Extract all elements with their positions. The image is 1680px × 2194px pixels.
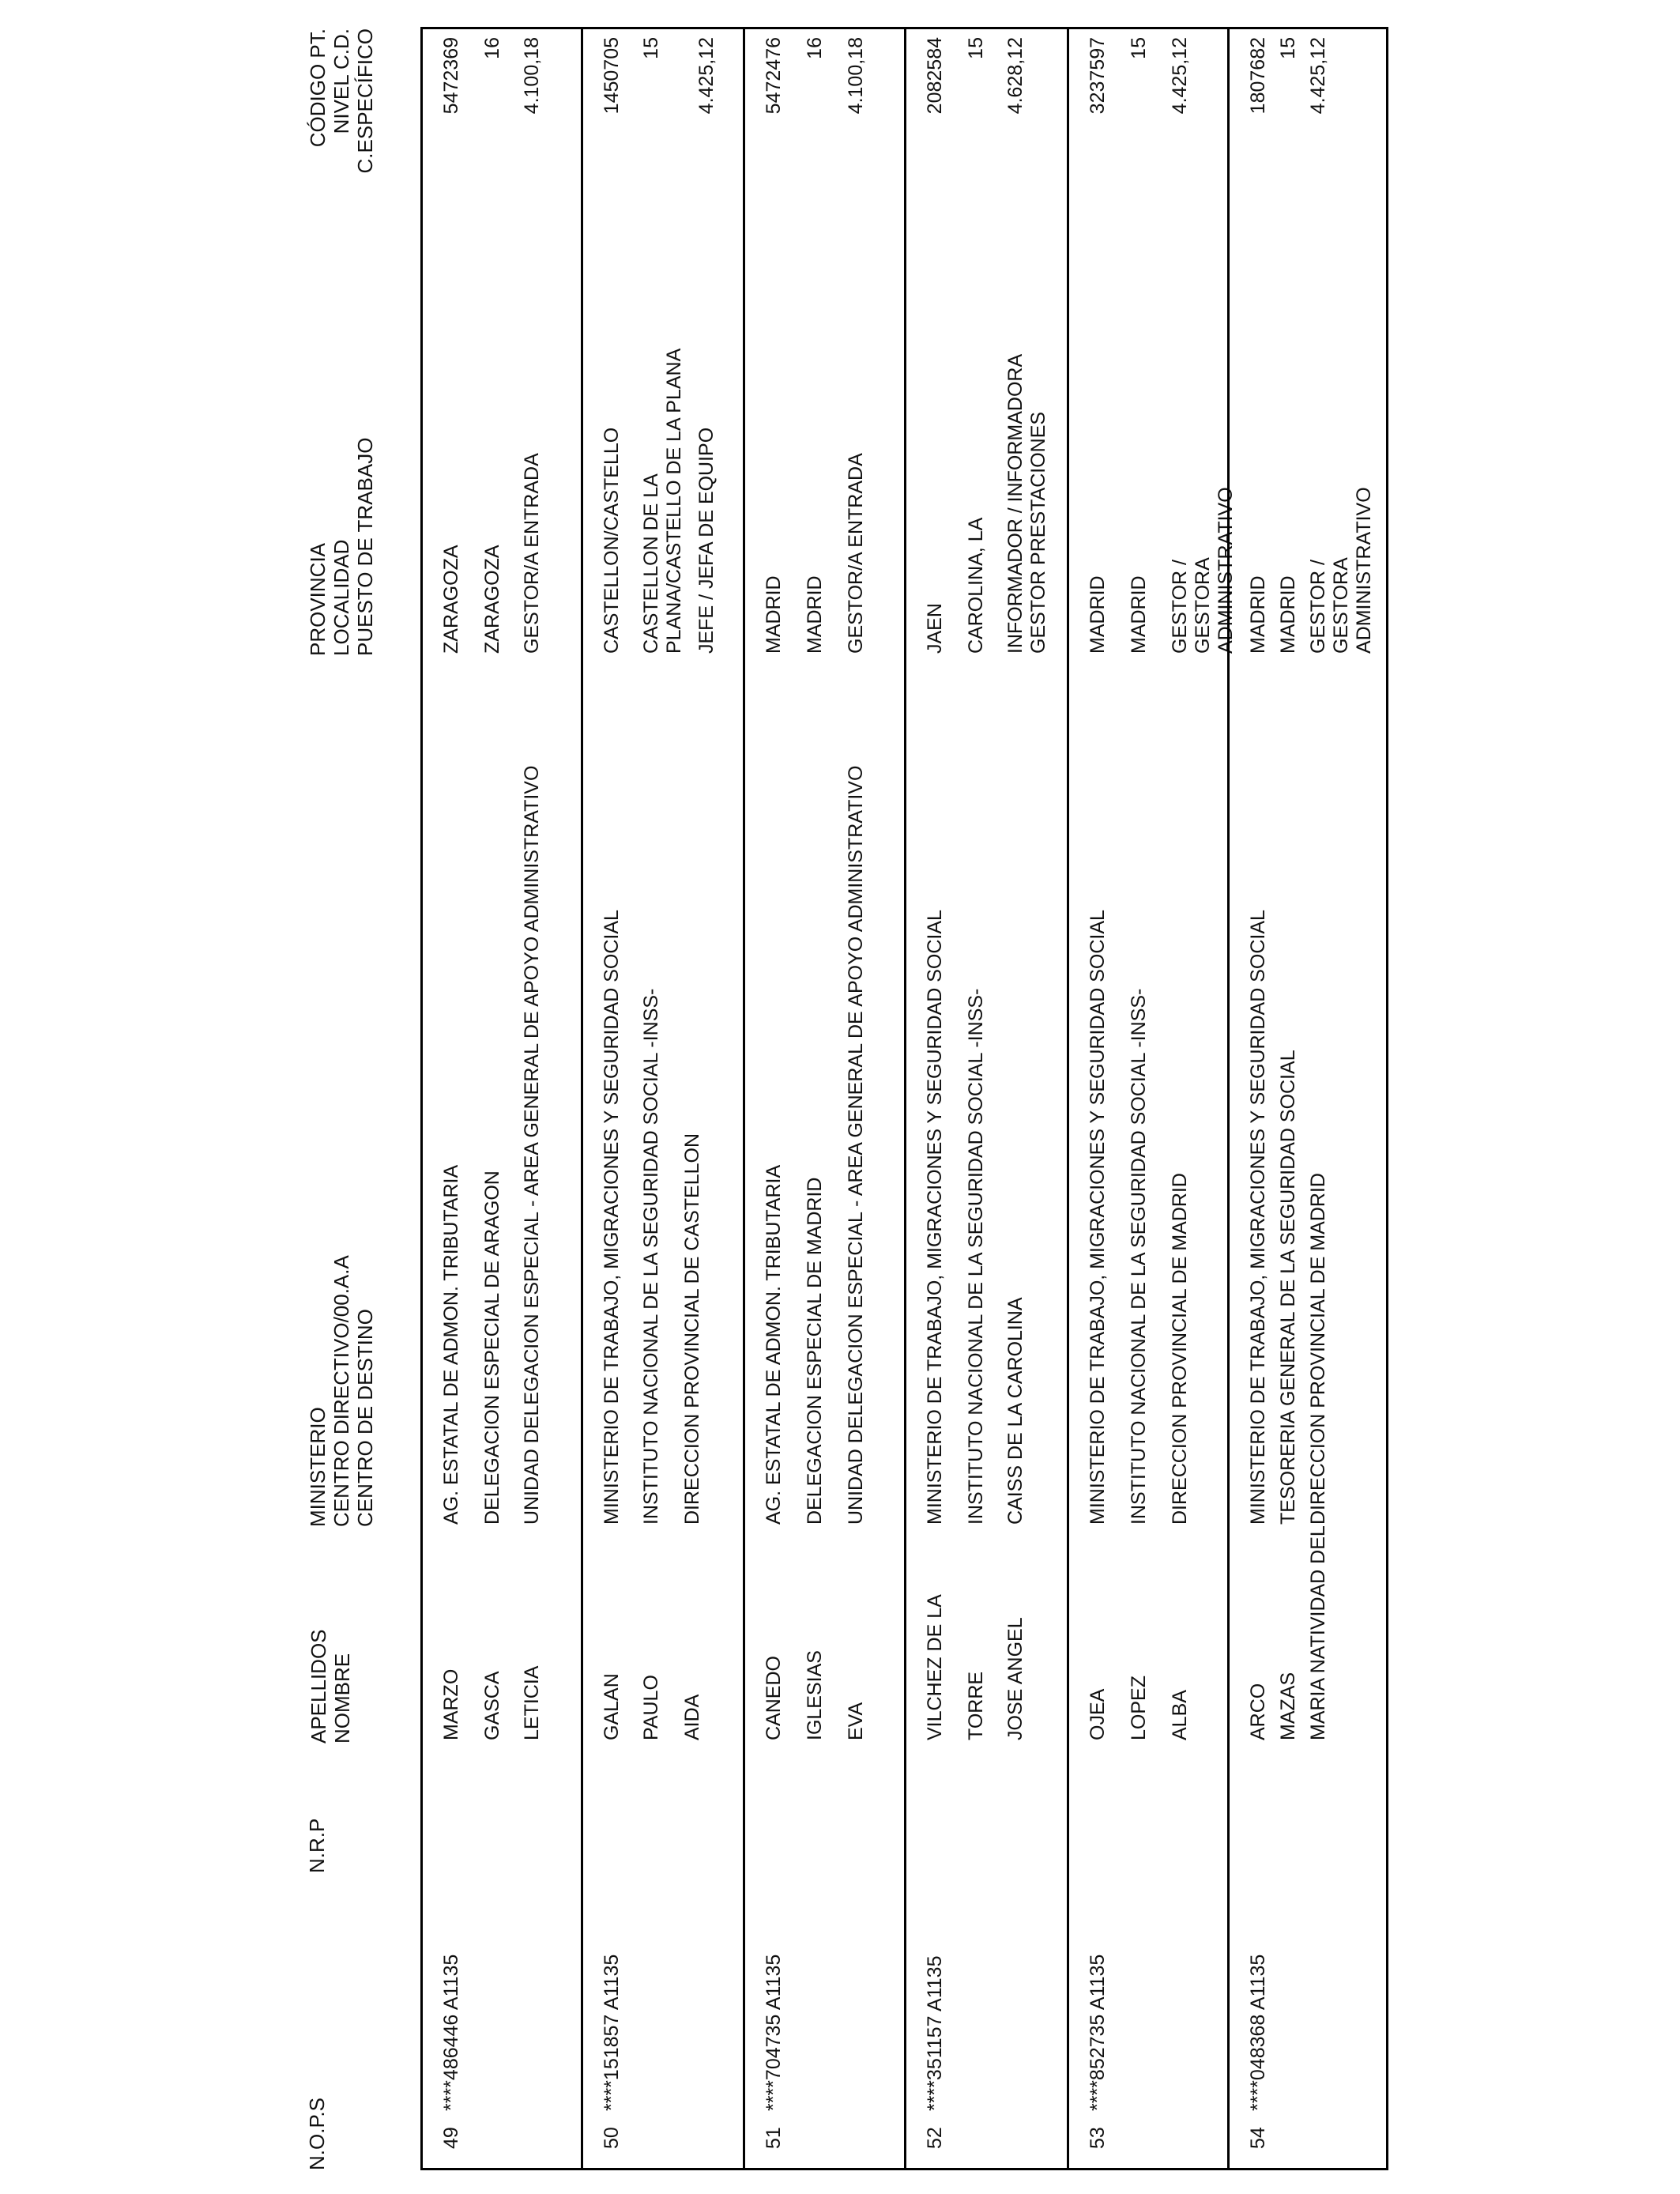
locality: CAROLINA, LA [965, 517, 987, 654]
nops-cell: 51 [763, 2127, 785, 2149]
surname-2: MAZAS [1277, 1672, 1299, 1740]
surname-1: GALAN [601, 1673, 623, 1740]
given-name: AIDA [681, 1694, 703, 1740]
directive-center: DELEGACION ESPECIAL DE ARAGON [481, 1171, 503, 1525]
job-position: GESTOR/A ENTRADA [521, 453, 543, 654]
nrp-cell: ****151857 A1135 [601, 1954, 623, 2111]
cd-level: 15 [1277, 37, 1299, 59]
header-codigo-2: NIVEL C.D. [330, 28, 353, 134]
header-apellidos-2: NOMBRE [330, 1653, 354, 1744]
cd-level: 15 [965, 37, 987, 59]
job-code: 5472369 [440, 37, 462, 115]
destination-center: UNIDAD DELEGACION ESPECIAL - AREA GENERAL DE APOYO ADMINISTRATIVO [845, 765, 867, 1525]
surname-1: VILCHEZ DE LA [924, 1594, 946, 1740]
header-provincia-1: PROVINCIA [306, 542, 330, 656]
header-provincia [306, 438, 377, 656]
province: JAEN [924, 603, 946, 654]
job-position: GESTOR / GESTORA ADMINISTRATIVO [1307, 487, 1375, 654]
nrp-cell: ****486446 A1135 [440, 1954, 462, 2111]
table-row [423, 29, 581, 2168]
nrp-cell: ****852735 A1135 [1087, 1954, 1109, 2111]
table-row [1227, 29, 1385, 2168]
directive-center: TESORERIA GENERAL DE LA SEGURIDAD SOCIAL [1277, 1050, 1299, 1525]
records-table [420, 27, 1388, 2170]
header-nrp: N.R.P [305, 1818, 329, 1873]
nops-cell: 50 [601, 2127, 623, 2149]
job-code: 2082584 [924, 37, 946, 115]
destination-center: DIRECCION PROVINCIAL DE MADRID [1307, 1173, 1329, 1525]
surname-1: OJEA [1087, 1688, 1109, 1740]
nrp-cell: ****048368 A1135 [1247, 1954, 1269, 2111]
given-name: EVA [845, 1702, 867, 1740]
header-provincia-3: PUESTO DE TRABAJO [353, 437, 377, 656]
given-name: JOSE ANGEL [1004, 1617, 1026, 1740]
header-apellidos-1: APELLIDOS [307, 1629, 330, 1744]
nops-cell: 49 [440, 2127, 462, 2149]
table-row [1067, 29, 1237, 2168]
locality: CASTELLON DE LA PLANA/CASTELLO DE LA PLANA [640, 348, 685, 654]
directive-center: INSTITUTO NACIONAL DE LA SEGURIDAD SOCIAL -INSS- [965, 988, 987, 1525]
table-row [581, 29, 743, 2168]
surname-2: TORRE [965, 1671, 987, 1740]
province: MADRID [1247, 575, 1269, 654]
cd-level: 15 [640, 37, 662, 59]
nops-cell: 54 [1247, 2127, 1269, 2149]
surname-1: CANEDO [763, 1656, 785, 1740]
specific-supplement: 4.425,12 [695, 37, 718, 115]
ministry: MINISTERIO DE TRABAJO, MIGRACIONES Y SEGURIDAD SOCIAL [1247, 910, 1269, 1525]
locality: MADRID [1128, 575, 1150, 654]
ministry: MINISTERIO DE TRABAJO, MIGRACIONES Y SEGURIDAD SOCIAL [1087, 910, 1109, 1525]
surname-1: MARZO [440, 1668, 462, 1740]
directive-center: DELEGACION ESPECIAL DE MADRID [804, 1177, 826, 1525]
destination-center: CAISS DE LA CAROLINA [1004, 1297, 1026, 1525]
header-codigo-1: CÓDIGO PT. [306, 28, 330, 148]
surname-2: IGLESIAS [804, 1650, 826, 1740]
cd-level: 16 [481, 37, 503, 59]
surname-1: ARCO [1247, 1683, 1269, 1740]
header-codigo [306, 28, 377, 234]
province: MADRID [1087, 575, 1109, 654]
job-position: GESTOR / GESTORA ADMINISTRATIVO [1169, 487, 1237, 654]
job-position: GESTOR/A ENTRADA [845, 453, 867, 654]
table-row [904, 29, 1067, 2168]
directive-center: INSTITUTO NACIONAL DE LA SEGURIDAD SOCIAL -INSS- [640, 988, 662, 1525]
given-name: LETICIA [521, 1665, 543, 1740]
header-apellidos [307, 1629, 354, 1744]
header-ministerio-1: MINISTERIO [306, 1407, 330, 1527]
locality: ZARAGOZA [481, 545, 503, 654]
surname-2: PAULO [640, 1675, 662, 1740]
specific-supplement: 4.425,12 [1307, 37, 1329, 115]
province: MADRID [763, 575, 785, 654]
job-position: JEFE / JEFA DE EQUIPO [695, 427, 718, 654]
job-code: 1807682 [1247, 37, 1269, 115]
directive-center: INSTITUTO NACIONAL DE LA SEGURIDAD SOCIAL -INSS- [1128, 988, 1150, 1525]
surname-2: GASCA [481, 1671, 503, 1740]
specific-supplement: 4.100,18 [845, 37, 867, 115]
specific-supplement: 4.628,12 [1004, 37, 1026, 115]
header-ministerio [306, 1255, 377, 1527]
ministry: AG. ESTATAL DE ADMON. TRIBUTARIA [440, 1164, 462, 1525]
ministry: MINISTERIO DE TRABAJO, MIGRACIONES Y SEGURIDAD SOCIAL [601, 910, 623, 1525]
cd-level: 16 [804, 37, 826, 59]
given-name: MARIA NATIVIDAD DEL [1307, 1525, 1329, 1740]
job-code: 1450705 [601, 37, 623, 115]
province: CASTELLON/CASTELLO [601, 427, 623, 654]
destination-center: UNIDAD DELEGACION ESPECIAL - AREA GENERAL DE APOYO ADMINISTRATIVO [521, 765, 543, 1525]
given-name: ALBA [1169, 1690, 1191, 1740]
header-provincia-2: LOCALIDAD [330, 539, 353, 656]
locality: MADRID [1277, 575, 1299, 654]
destination-center: DIRECCION PROVINCIAL DE MADRID [1169, 1173, 1191, 1525]
nops-cell: 52 [924, 2127, 946, 2149]
header-ministerio-2: CENTRO DIRECTIVO/00.A.A [330, 1255, 353, 1527]
job-code: 5472476 [763, 37, 785, 115]
cd-level: 15 [1128, 37, 1150, 59]
header-nops: N.O.P.S [305, 2097, 329, 2170]
specific-supplement: 4.100,18 [521, 37, 543, 115]
table-row [743, 29, 904, 2168]
ministry: MINISTERIO DE TRABAJO, MIGRACIONES Y SEGURIDAD SOCIAL [924, 910, 946, 1525]
nrp-cell: ****704735 A1135 [763, 1954, 785, 2111]
locality: MADRID [804, 575, 826, 654]
surname-2: LOPEZ [1128, 1676, 1150, 1740]
nrp-cell: ****351157 A1135 [924, 1955, 946, 2111]
nops-cell: 53 [1087, 2127, 1109, 2149]
header-ministerio-3: CENTRO DE DESTINO [353, 1309, 377, 1527]
specific-supplement: 4.425,12 [1169, 37, 1191, 115]
job-code: 3237597 [1087, 37, 1109, 115]
province: ZARAGOZA [440, 545, 462, 654]
ministry: AG. ESTATAL DE ADMON. TRIBUTARIA [763, 1164, 785, 1525]
job-position: INFORMADOR / INFORMADORA GESTOR PRESTACIONES [1004, 355, 1049, 654]
destination-center: DIRECCION PROVINCIAL DE CASTELLON [681, 1133, 703, 1525]
header-codigo-3: C.ESPECÍFICO [353, 28, 377, 174]
